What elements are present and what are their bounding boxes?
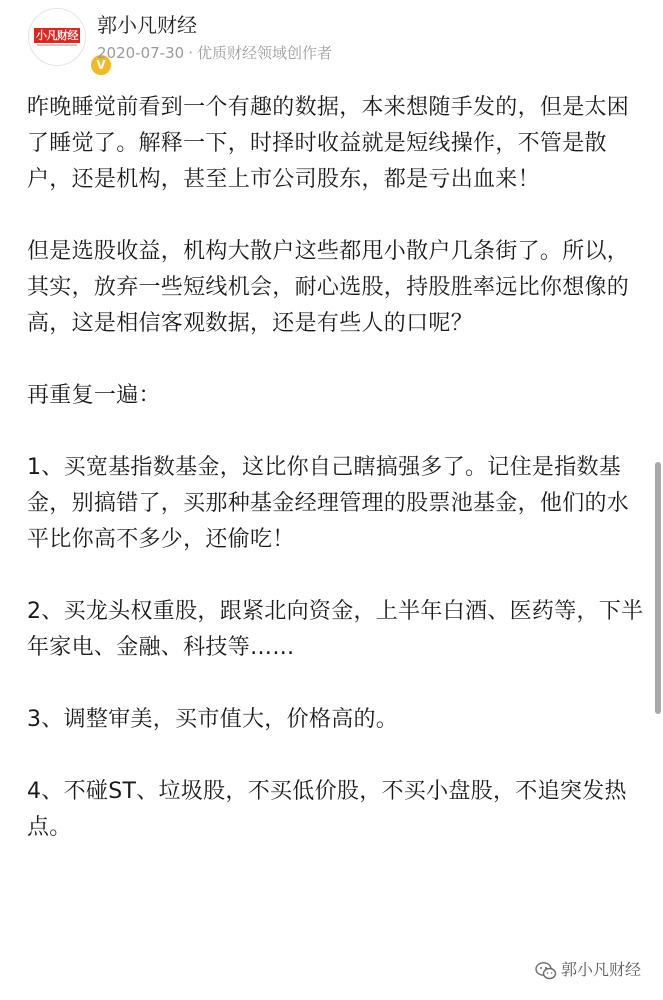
avatar-logo: 小凡财经 <box>36 29 78 42</box>
post-paragraph: 但是选股收益，机构大散户这些都甩小散户几条街了。所以，其实，放弃一些短线机会，耐心选股，持股胜率远比你想像的高，这是相信客观数据，还是有些人的口呢？ <box>27 239 630 336</box>
author-name[interactable]: 郭小凡财经 <box>97 13 197 37</box>
post-header <box>0 0 663 76</box>
avatar[interactable] <box>28 8 106 72</box>
wechat-icon <box>535 961 557 981</box>
verified-badge-icon: V <box>89 53 113 77</box>
post-paragraph: 2、买龙头权重股，跟紧北向资金，上半年白酒、医药等，下半年家电、金融、科技等…… <box>27 599 644 660</box>
post-paragraph: 再重复一遍： <box>27 383 161 408</box>
post-body <box>27 90 645 882</box>
post-paragraph: 3、调整审美，买市值大，价格高的。 <box>27 707 399 732</box>
meta-separator: · <box>188 44 193 62</box>
avatar-logo-underline <box>37 44 77 46</box>
post-paragraph: 昨晚睡觉前看到一个有趣的数据，本来想随手发的，但是太困了睡觉了。解释一下，时择时收益就是短线操作，不管是散户，还是机构，甚至上市公司股东，都是亏出血来！ <box>27 95 630 192</box>
post-meta <box>97 43 332 63</box>
post-date: 2020-07-30 <box>97 44 185 62</box>
author-tag: 优质财经领域创作者 <box>196 44 332 62</box>
post-paragraph: 1、买宽基指数基金，这比你自己瞎搞强多了。记住是指数基金，别搞错了，买那种基金经理管理的股票池基金，他们的水平比你高不多少，还偷吃！ <box>27 455 630 552</box>
post-paragraph: 4、不碰ST、垃圾股，不买低价股，不买小盘股，不追突发热点。 <box>27 779 627 840</box>
watermark-text: 郭小凡财经 <box>560 960 641 979</box>
wechat-watermark <box>535 956 641 984</box>
scrollbar[interactable] <box>655 462 661 714</box>
